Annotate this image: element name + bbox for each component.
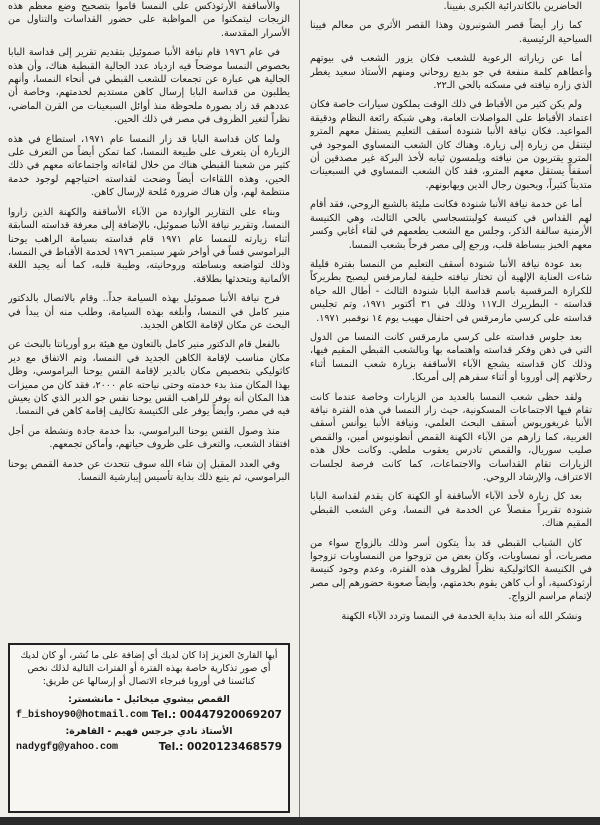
article-paragraph: ولقد حظى شعب النمسا بالعديد من الزيارات وخاصة عندما كانت تقام فيها الاجتماعات المسكونية، حيث زار النمسا في هذه الفترة نيافة الأنبا غريغوريوس أسقف البحث العلمي، ونيافة الأنبا يوأنس أسقف الغربية، كما زارهم من الآباء الكهنة القمص أنطونيوس أمين، والقمص صليب سوريال، والقمص تادرس يعقوب ملطي. وكانت خلال هذه الزيارات تقام القداسات والاجتماعات، كما كانت فرصة لجلسات الاعتراف، والإرشاد الروحي. <box>310 391 592 483</box>
column-divider <box>299 0 300 825</box>
article-paragraph: ولما كان قداسة البابا قد زار النمسا عام ١٩٧١، استطاع في هذه الزيارة أن يتعرف على طبيعة النمسا، كما تمكن أيضاً من التعرف على كثير من شعبنا القبطي هناك من خلال لقاءاته واجتماعاته معهم في ذلك الحين، وهذه اللقاءات أيضاً وضحت لقداسته احتياجهم لوجود خدمة منتظمة لهم، وأن هناك ضرورة مُلحة لإرسال كاهن. <box>8 133 290 199</box>
article-paragraph: فرح نيافة الأنبا صموئيل بهذه السيامة جداً.. وقام بالاتصال بالدكتور منير كامل في النمسا، وأبلغه بهذه السيامة، وطلب منه أن يبدأ في البحث عن مكان لإقامة الكاهن الجديد. <box>8 293 290 331</box>
article-column-right <box>310 0 592 825</box>
article-paragraph: الحاضرين بالكاتدرائية الكبرى بفيينا. <box>443 1 582 12</box>
contact-email-2[interactable]: nadygfg@yahoo.com <box>16 742 119 753</box>
article-paragraph: بعد عودة نيافة الأنبا شنودة أسقف التعليم من النمسا بفترة قليلة شاءت العناية الإلهية أن تختار نيافته خليفة لمارمرقس ليصبح بطريركاً للكرازة المرقسية باسم قداسة البابا شنودة الثالث - أطال الله حياة قداسته - البطريرك الـ١١٧ وذلك في ٣١ أكتوبر ١٩٧١، وتم تجليس قداسته على كرسي مارمرقس في احتفال مهيب يوم ١٤ نوفمبر ١٩٧١. <box>310 258 592 324</box>
contact-tel-1: Tel.: 00447920069207 <box>151 709 282 721</box>
article-paragraph: ولم يكن كثير من الأقباط في ذلك الوقت يملكون سيارات خاصة فكان اعتماد الأقباط على المواصلات العامة، وهي شبكة رائعة النظام ودقيقة المواعيد. فكان نيافة الأنبا شنودة أسقف التعليم يستقل معهم المترو ليتنقل من زيارة إلى زيارة. وهناك كان الشعب النمساوي الموجود في المترو يقتربون من نيافته ويلمسون ثيابه لأخذ البركة غير مصدقين أن أسقفاً يستقل معهم المترو، فقد كان الشعب النمساوي في السبعينات متديناً كثيراً، ويحبون رجال الدين ويهابونهم. <box>310 99 592 191</box>
page-bottom-edge <box>0 817 600 825</box>
article-paragraph: منذ وصول القس يوحنا البراموسي، بدأ خدمة جادة ونشطة من أجل افتقاد الشعب، والتعرف على ظروف حياتهم، وأماكن تجمعهم. <box>8 425 290 451</box>
article-paragraph: أما عن زياراته الرعوية للشعب فكان يزور الشعب في بيوتهم وأعطاهم كلمة منفعة في جو بديع روحاني ومنهم الأستاذ سعيد يغطر الذي زاره نيافته في مسكنه بالحي الـ٢٢. <box>310 53 592 92</box>
article-paragraph: وفي العدد المقبل إن شاء الله سوف نتحدث عن خدمة القمص يوحنا البراموسي، ثم يتبع ذلك بداية تأسيس إيبارشية النمسا. <box>8 458 290 483</box>
article-paragraph: بالفعل قام الدكتور منير كامل بالتعاون مع هيئة برو أوريانتا بالبحث عن مكان مناسب لإقامة الكاهن الجديد في النمسا، وتم الاتفاق مع دير كاثوليكي بتخصيص مكان بالدير لإقامة القس يوحنا البراموسي، وظل بهذا المكان منذ بدء خدمته وحتى نياحته عام ٢٠٠٠، فقد كان من مميزات هذا المكان أنه يوفر للراهب القس يوحنا نفس جو الدير الذي كان يعيش فيه في مصر، وأيضاً يوفر على الكنيسة تكاليف إقامة كاهن في النمسا. <box>8 339 290 418</box>
article-paragraph: بعد جلوس قداسته على كرسي مارمرقس كانت النمسا من الدول التي في ذهن وفكر قداسته واهتمامه بها وبالشعب القبطي المقيم فيها، وذلك كان قداسته يشجع الآباء الأساقفة بزيارة شعب النمسا أثناء رحلاتهم إلى أوروبا أو أثناء سفرهم إلى أمريكا. <box>310 331 592 384</box>
contact-intro: أيها القارئ العزيز إذا كان لديك أي إضافة على ما نُشر، أو كان لديك أي صور تذكارية خاصة بهذه الفترة أو الفترات التالية لذلك نخص كنائسنا في أوروبا فبرجاء الاتصال أو إرسالها عن طريق: <box>20 650 278 687</box>
contact-email-1[interactable]: f_bishoy90@hotmail.com <box>16 710 149 721</box>
article-paragraph: في عام ١٩٧٦ قام نيافة الأنبا صموئيل بتقديم تقرير إلى قداسة البابا بخصوص النمسا موضحاً فيه ازدياد عدد الجالية القبطية هناك، وأن هذه الجالية هي عبارة عن تجمعات للشعب القبطي في أنحاء النمسا، وأنهم يطلبون من قداسة البابا إرسال كاهن مستديم لخدمتهم، وخاصة أن عددهم قد زاد بصورة ملحوظة منذ أوائل السبعينات من القرن الماضي، نظراً لتغير الظروف في مصر في ذلك الحين. <box>8 47 290 126</box>
contact-person-2: الأستاذ نادي جرجس فهيم - القاهرة: <box>65 726 233 737</box>
article-paragraph: بعد كل زيارة لأحد الآباء الأساقفة أو الكهنة كان يقدم لقداسة البابا شنودة تقريراً مفصلاً عن الخدمة في النمسا، وعن الشعب القبطي المقيم هناك. <box>310 491 592 530</box>
article-paragraph: وبناء على التقارير الواردة من الآباء الأساقفة والكهنة الذين زاروا النمسا، وتقرير نيافة الأنبا صموئيل، بالإضافة إلى معرفة قداسته السابقة أثناء زيارته للنمسا عام ١٩٧١ قام قداسته بسيامة الراهب يوحنا البراموسي قساً في أواخر شهر سبتمبر ١٩٧٦ لخدمة الأقباط في النمسا، وذلك لتواضعه وبساطته وروحانيته، وطيبة قلبه، كما أنه يجيد اللغة الألمانية ويتحدثها بطلاقة. <box>8 206 290 285</box>
contact-box <box>8 643 290 813</box>
article-paragraph: والأساقفة الأرثوذكس على النمسا قاموا بتصحيح وضع معظم هذه الزيجات ليتمكنوا من المواظبة على حضور القداسات والتناول من الأسرار المقدسة. <box>8 1 290 39</box>
article-paragraph: أما عن خدمة نيافة الأنبا شنودة فكانت مليئة بالشبع الروحي، فقد أقام لهم القداس في كنيسة كولبنتسجاسي بالحي الثالث، وهي الكنيسة الأرمنية سالفة الذكر، وجلس مع الشعب يطعمهم في لقاء أغابي وكسر معهم الخبز ببساطة قلب، ورجع إلى مصر فرحاً بشعب النمسا. <box>310 199 592 251</box>
contact-person: القمص بيشوي ميخائيل - مانشستر: <box>68 694 230 705</box>
article-paragraph: كان الشباب القبطي قد بدأ يتكون أسر وذلك بالزواج سواء من مصريات، أو نمساويات، وكان بعض من تزوجوا من النمساويات تزوجوا في الكنيسة الكاثوليكية نظراً لظروف هذه الفترة، وعدم وجود كنيسة أرثوذكسية، أو أب كاهن يقوم بخدمتهم، وأيضاً صعوبة حضورهم إلى مصر لإتمام مراسم الزواج. <box>310 537 592 603</box>
article-paragraph: كما زار أيضاً قصر الشونبرون وهذا القصر الأثري من معالم فيينا السياحية الرئيسية. <box>310 20 592 45</box>
contact-row-2 <box>10 741 288 754</box>
article-paragraph: ونشكر الله أنه منذ بداية الخدمة في النمسا وتردد الآباء الكهنة <box>341 610 582 622</box>
contact-row-1 <box>10 709 288 722</box>
contact-tel-2: Tel.: 0020123468579 <box>158 741 282 753</box>
